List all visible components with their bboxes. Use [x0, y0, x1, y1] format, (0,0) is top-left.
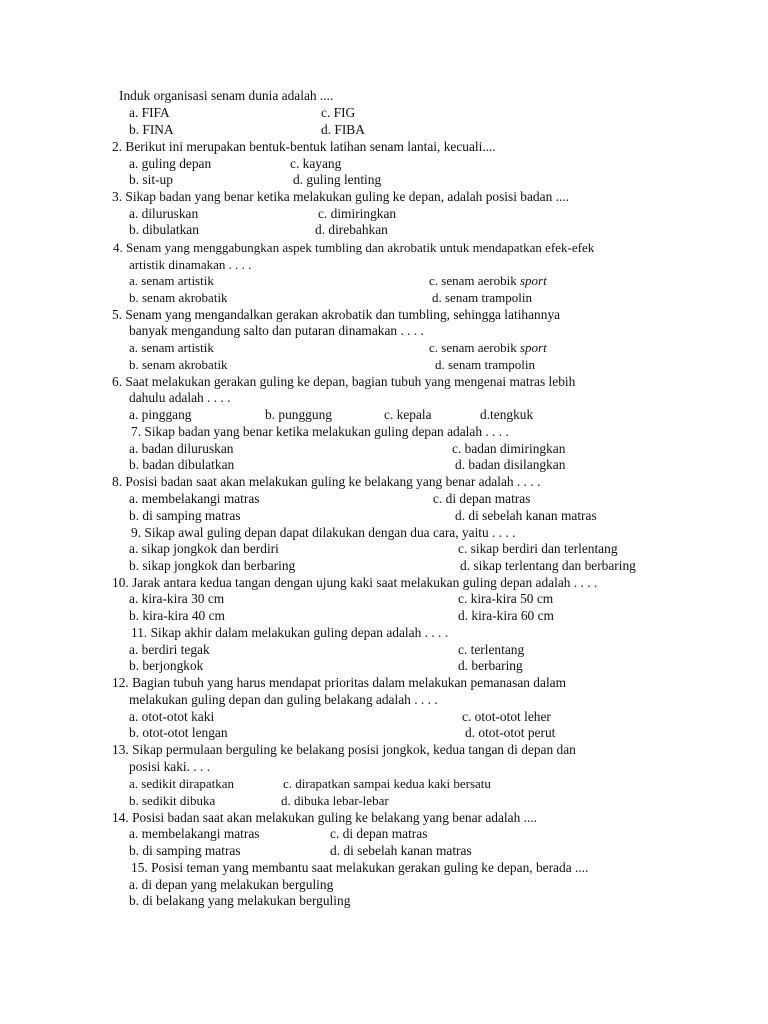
question-text: 9. Sikap awal guling depan dapat dilakukan dengan dua cara, yaitu . . . . [131, 525, 516, 540]
option-c: c. dimiringkan [318, 206, 397, 221]
option-a: a. membelakangi matras [129, 491, 260, 506]
option-d: d. senam trampolin [432, 290, 533, 305]
option-d: d. kira-kira 60 cm [458, 608, 554, 623]
option-d: d. di sebelah kanan matras [455, 508, 597, 523]
option-c: c. di depan matras [330, 826, 428, 841]
option-a: a. badan diluruskan [129, 441, 234, 456]
option-b: b. berjongkok [129, 658, 204, 673]
option-c: c. badan dimiringkan [452, 441, 566, 456]
option-c: c. otot-otot leher [462, 709, 551, 724]
question-text-continued: melakukan guling depan dan guling belakang adalah . . . . [129, 692, 438, 707]
option-c: c. terlentang [458, 642, 525, 657]
option-a: a. pinggang [129, 407, 192, 422]
option-c-italic: sport [519, 273, 547, 288]
option-c: c. kepala [384, 407, 432, 422]
option-b: b. sikap jongkok dan berbaring [129, 558, 296, 573]
option-c: c. dirapatkan sampai kedua kaki bersatu [283, 776, 491, 791]
question-text: 5. Senam yang mengandalkan gerakan akrobatik dan tumbling, sehingga latihannya [112, 307, 561, 322]
option-b: b. senam akrobatik [129, 357, 228, 372]
question-text: 12. Bagian tubuh yang harus mendapat prioritas dalam melakukan pemanasan dalam [112, 675, 567, 690]
option-c: c. kayang [290, 156, 342, 171]
question-text: 11. Sikap akhir dalam melakukan guling depan adalah . . . . [131, 625, 449, 640]
option-a: a. FIFA [129, 105, 170, 120]
option-b: b. FINA [129, 122, 174, 137]
question-text: 8. Posisi badan saat akan melakukan guling ke belakang yang benar adalah . . . . [112, 474, 541, 489]
option-c: c. di depan matras [433, 491, 531, 506]
option-b: b. di samping matras [129, 843, 241, 858]
question-text: 14. Posisi badan saat akan melakukan guling ke belakang yang benar adalah .... [112, 810, 538, 825]
option-c [429, 340, 547, 356]
option-a: a. di depan yang melakukan berguling [129, 877, 334, 892]
option-c-text: c. senam aerobik [429, 340, 520, 355]
option-b: b. punggung [265, 407, 332, 422]
option-c: c. kira-kira 50 cm [458, 591, 554, 606]
option-a: a. sedikit dirapatkan [129, 776, 235, 791]
question-text: 15. Posisi teman yang membantu saat melakukan gerakan guling ke depan, berada .... [131, 860, 589, 875]
option-d: d. FIBA [321, 122, 365, 137]
option-a: a. kira-kira 30 cm [129, 591, 225, 606]
option-a: a. membelakangi matras [129, 826, 260, 841]
question-text: 13. Sikap permulaan berguling ke belakang posisi jongkok, kedua tangan di depan dan [112, 742, 576, 757]
option-d: d.tengkuk [480, 407, 534, 422]
option-c-italic: sport [519, 340, 547, 355]
option-c: c. sikap berdiri dan terlentang [458, 541, 618, 556]
option-c-text: c. senam aerobik [429, 273, 520, 288]
option-d: d. direbahkan [315, 222, 388, 237]
question-text: 4. Senam yang menggabungkan aspek tumbling dan akrobatik untuk mendapatkan efek-efek [113, 240, 595, 255]
question-text: 2. Berikut ini merupakan bentuk-bentuk latihan senam lantai, kecuali.... [112, 139, 496, 154]
question-text-continued: banyak mengandung salto dan putaran dinamakan . . . . [129, 323, 424, 338]
option-d: d. otot-otot perut [465, 725, 556, 740]
option-c [429, 273, 547, 289]
option-a: a. guling depan [129, 156, 212, 171]
question-text: Induk organisasi senam dunia adalah .... [119, 88, 334, 103]
option-b: b. badan dibulatkan [129, 457, 235, 472]
option-b: b. di samping matras [129, 508, 241, 523]
option-a: a. diluruskan [129, 206, 199, 221]
option-b: b. kira-kira 40 cm [129, 608, 225, 623]
question-text: 10. Jarak antara kedua tangan dengan ujung kaki saat melakukan guling depan adalah . . . . [112, 575, 598, 590]
option-b: b. senam akrobatik [129, 290, 228, 305]
option-d: d. di sebelah kanan matras [330, 843, 472, 858]
question-text-continued: dahulu adalah . . . . [129, 390, 231, 405]
option-d: d. dibuka lebar-lebar [281, 793, 389, 808]
option-a: a. sikap jongkok dan berdiri [129, 541, 279, 556]
option-d: d. berbaring [458, 658, 523, 673]
option-a: a. senam artistik [129, 273, 214, 288]
option-d: d. badan disilangkan [455, 457, 566, 472]
option-b: b. otot-otot lengan [129, 725, 228, 740]
question-text: 3. Sikap badan yang benar ketika melakukan guling ke depan, adalah posisi badan .... [112, 189, 570, 204]
option-b: b. di belakang yang melakukan berguling [129, 893, 351, 908]
question-text: 7. Sikap badan yang benar ketika melakukan guling depan adalah . . . . [131, 424, 509, 439]
option-b: b. sit-up [129, 172, 173, 187]
option-b: b. sedikit dibuka [129, 793, 216, 808]
option-d: d. guling lenting [293, 172, 382, 187]
question-text-continued: posisi kaki. . . . [129, 759, 211, 774]
option-b: b. dibulatkan [129, 222, 199, 237]
question-text-continued: artistik dinamakan . . . . [129, 257, 252, 272]
option-d: d. senam trampolin [435, 357, 536, 372]
option-a: a. senam artistik [129, 340, 214, 355]
option-d: d. sikap terlentang dan berbaring [460, 558, 636, 573]
question-text: 6. Saat melakukan gerakan guling ke depan, bagian tubuh yang mengenai matras lebih [112, 374, 576, 389]
option-c: c. FIG [321, 105, 356, 120]
option-a: a. otot-otot kaki [129, 709, 215, 724]
option-a: a. berdiri tegak [129, 642, 210, 657]
